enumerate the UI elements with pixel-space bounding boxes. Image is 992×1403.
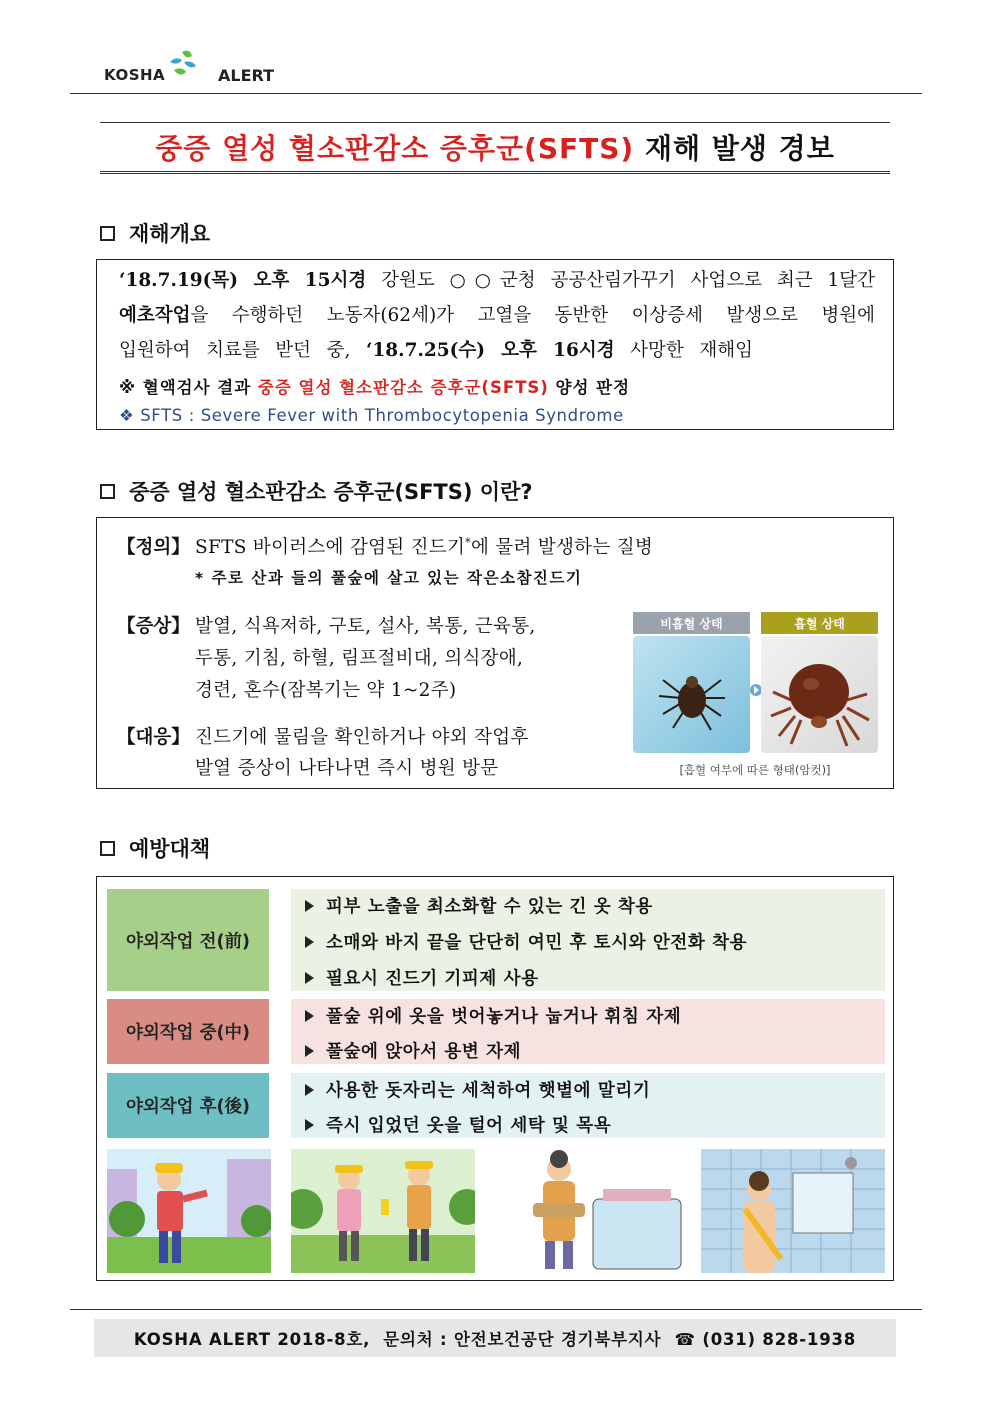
fed-tick-label: 흡혈 상태: [761, 612, 878, 634]
overview-line-2: [119, 301, 875, 327]
after-work-category: 야외작업 후(後): [107, 1073, 269, 1138]
triangle-bullet-icon: [305, 1045, 314, 1057]
list-item-text: 즉시 입었던 옷을 털어 세탁 및 목욕: [326, 1116, 612, 1136]
symptom-label: 【증상】: [117, 616, 190, 637]
definition-label: 【정의】: [117, 537, 190, 558]
title-red-part: 중증 열성 혈소판감소 증후군(SFTS): [155, 132, 635, 165]
unfed-tick-label: 비흡혈 상태: [633, 612, 750, 634]
square-bullet-icon: [100, 484, 115, 499]
blood-test-note: [119, 374, 630, 398]
definition-text: [195, 533, 653, 559]
triangle-bullet-icon: [305, 936, 314, 948]
brand-name: KOSHA: [104, 66, 166, 84]
list-item: [305, 1038, 521, 1063]
accident-date: ‘18.7.19(목) 오후 15시경: [119, 270, 367, 291]
prevention-box: [96, 876, 894, 1281]
definition-footnote: * 주로 산과 들의 풀숲에 살고 있는 작은소참진드기: [195, 569, 583, 587]
overview-line-1-text: 강원도 ○○군청 공공산림가꾸기 사업으로 최근 1달간: [366, 270, 875, 291]
after-work-panel: [291, 1073, 885, 1138]
list-item-text: 필요시 진드기 기피제 사용: [326, 969, 539, 989]
triangle-bullet-icon: [305, 1084, 314, 1096]
list-item: [305, 965, 539, 990]
overview-line-3-post: 사망한 재해임: [614, 340, 753, 361]
overview-heading: [100, 218, 210, 248]
list-item: [305, 1003, 681, 1028]
title-black-part: 재해 발생 경보: [634, 132, 835, 165]
triangle-bullet-icon: [305, 1010, 314, 1022]
overview-line-3: [119, 336, 753, 362]
note-post: 양성 판정: [548, 378, 631, 397]
sfts-definition: ❖ SFTS : Severe Fever with Thrombocytopenia Syndrome: [119, 406, 624, 425]
list-item: [305, 929, 747, 954]
during-work-panel: [291, 999, 885, 1064]
overview-line-3-pre: 입원하여 치료를 받던 중,: [119, 340, 366, 361]
prevention-heading: [100, 833, 210, 863]
list-item-text: 피부 노출을 최소화할 수 있는 긴 옷 착용: [326, 897, 653, 917]
shower-illustration: [701, 1149, 885, 1273]
overview-line-1: [119, 266, 875, 292]
triangle-bullet-icon: [305, 1119, 314, 1131]
list-item-text: 풀숲에 앉아서 용변 자제: [326, 1042, 522, 1062]
unfed-tick-image: [633, 636, 750, 753]
list-item: [305, 1077, 650, 1102]
overview-line-2-text: 을 수행하던 노동자(62세)가 고열을 동반한 이상증세 발생으로 병원에: [190, 305, 875, 326]
list-item-text: 소매와 바지 끝을 단단히 여민 후 토시와 안전화 착용: [326, 933, 748, 953]
repellent-spray-illustration: [291, 1149, 475, 1273]
note-disease: 중증 열성 혈소판감소 증후군(SFTS): [257, 378, 549, 397]
before-work-panel: [291, 889, 885, 991]
symptom-line-3: 경련, 혼수(잠복기는 약 1~2주): [195, 680, 457, 701]
prevention-heading-text: 예방대책: [129, 837, 211, 861]
response-label: 【대응】: [117, 727, 190, 748]
definition-text-a: SFTS 바이러스에 감염된 진드기: [195, 537, 466, 558]
page-title: [100, 122, 890, 174]
note-pre: ※ 혈액검사 결과: [119, 378, 258, 397]
laundry-illustration: [499, 1149, 685, 1273]
footer-divider: [70, 1309, 922, 1310]
triangle-bullet-icon: [305, 972, 314, 984]
arrow-right-icon: [750, 682, 761, 696]
footer-contact: KOSHA ALERT 2018-8호, 문의처 : 안전보건공단 경기북부지사 ☎ (031) 828-1938: [94, 1319, 896, 1357]
fed-tick-image: [761, 636, 878, 753]
square-bullet-icon: [100, 226, 115, 241]
tick-image-caption: [흡혈 여부에 따른 형태(암컷)]: [679, 763, 831, 777]
list-item: [305, 1112, 611, 1137]
triangle-bullet-icon: [305, 900, 314, 912]
death-date: ‘18.7.25(수) 오후 16시경: [365, 340, 615, 361]
definition-heading-text: 중증 열성 혈소판감소 증후군(SFTS) 이란?: [129, 480, 533, 504]
overview-heading-text: 재해개요: [129, 222, 211, 246]
alert-label: ALERT: [218, 66, 275, 85]
worker-outdoor-illustration: [107, 1149, 271, 1273]
response-line-1: 진드기에 물림을 확인하거나 야외 작업후: [195, 727, 529, 748]
header-divider: [70, 93, 922, 94]
definition-text-b: 에 물려 발생하는 질병: [470, 537, 654, 558]
symptom-line-1: 발열, 식욕저하, 구토, 설사, 복통, 근육통,: [195, 616, 536, 637]
definition-footnote-mark: *: [465, 535, 471, 549]
before-work-category: 야외작업 전(前): [107, 889, 269, 991]
list-item-text: 풀숲 위에 옷을 벗어놓거나 눕거나 휘침 자제: [326, 1007, 682, 1027]
response-line-2: 발열 증상이 나타나면 즉시 병원 방문: [195, 758, 499, 779]
square-bullet-icon: [100, 841, 115, 856]
list-item-text: 사용한 돗자리는 세척하여 햇볕에 말리기: [326, 1081, 651, 1101]
kosha-logo-mark: [162, 48, 200, 82]
definition-heading: [100, 476, 533, 506]
during-work-category: 야외작업 중(中): [107, 999, 269, 1064]
symptom-line-2: 두통, 기침, 하혈, 림프절비대, 의식장애,: [195, 648, 524, 669]
work-type: 예초작업: [119, 305, 191, 326]
list-item: [305, 893, 653, 918]
overview-box: [96, 259, 894, 430]
